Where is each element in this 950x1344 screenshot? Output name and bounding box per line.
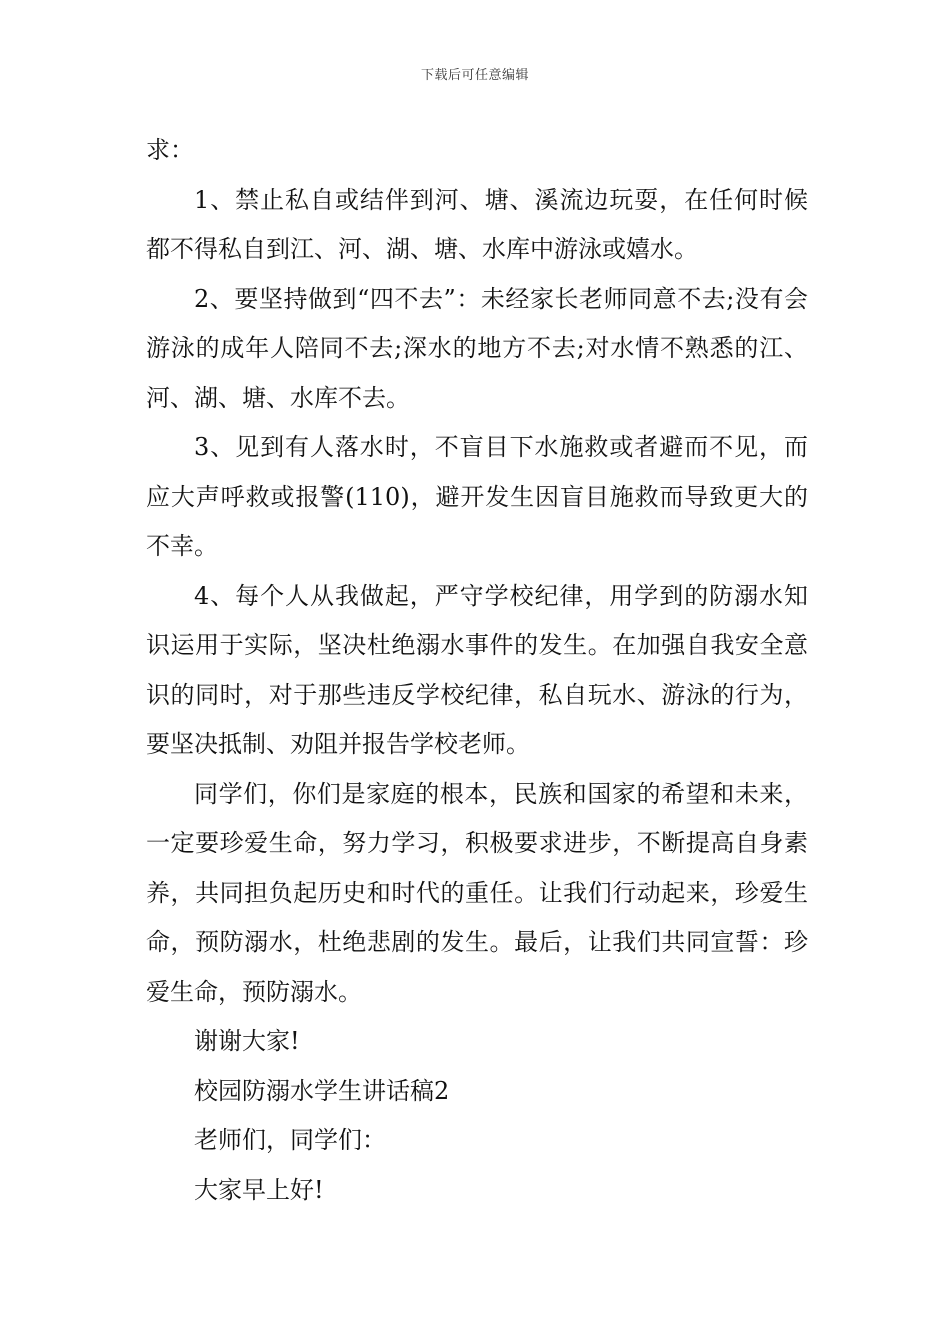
paragraph-thanks: 谢谢大家! <box>194 1027 300 1055</box>
paragraph-continuation: 求： <box>146 136 194 164</box>
document-body <box>146 126 808 1215</box>
paragraph-rule-2: 2、要坚持做到“四不去”：未经家长老师同意不去;没有会游泳的成年人陪同不去;深水的地方不去;对水情不熟悉的江、河、湖、塘、水库不去。 <box>146 284 808 412</box>
page-header-note: 下载后可任意编辑 <box>420 68 529 83</box>
paragraph-rule-3: 3、见到有人落水时，不盲目下水施救或者避而不见，而应大声呼救或报警(110)，避开发生因盲目施救而导致更大的不幸。 <box>146 433 808 560</box>
paragraph-closing: 同学们，你们是家庭的根本，民族和国家的希望和未来，一定要珍爱生命，努力学习，积极要求进步，不断提高自身素养，共同担负起历史和时代的重任。让我们行动起来，珍爱生命，预防溺水，杜绝悲剧的发生。最后，让我们共同宣誓：珍爱生命，预防溺水。 <box>146 779 808 1006</box>
section-title: 校园防溺水学生讲话稿2 <box>194 1076 450 1105</box>
paragraph-rule-1: 1、禁止私自或结伴到河、塘、溪流边玩耍，在任何时候都不得私自到江、河、湖、塘、水库中游泳或嬉水。 <box>146 185 808 263</box>
paragraph-rule-4: 4、每个人从我做起，严守学校纪律，用学到的防溺水知识运用于实际，坚决杜绝溺水事件的发生。在加强自我安全意识的同时，对于那些违反学校纪律，私自玩水、游泳的行为，要坚决抵制、劝阻并报告学校老师。 <box>146 581 808 758</box>
paragraph-greeting-audience: 老师们，同学们： <box>194 1126 386 1154</box>
paragraph-greeting-morning: 大家早上好! <box>194 1175 324 1204</box>
